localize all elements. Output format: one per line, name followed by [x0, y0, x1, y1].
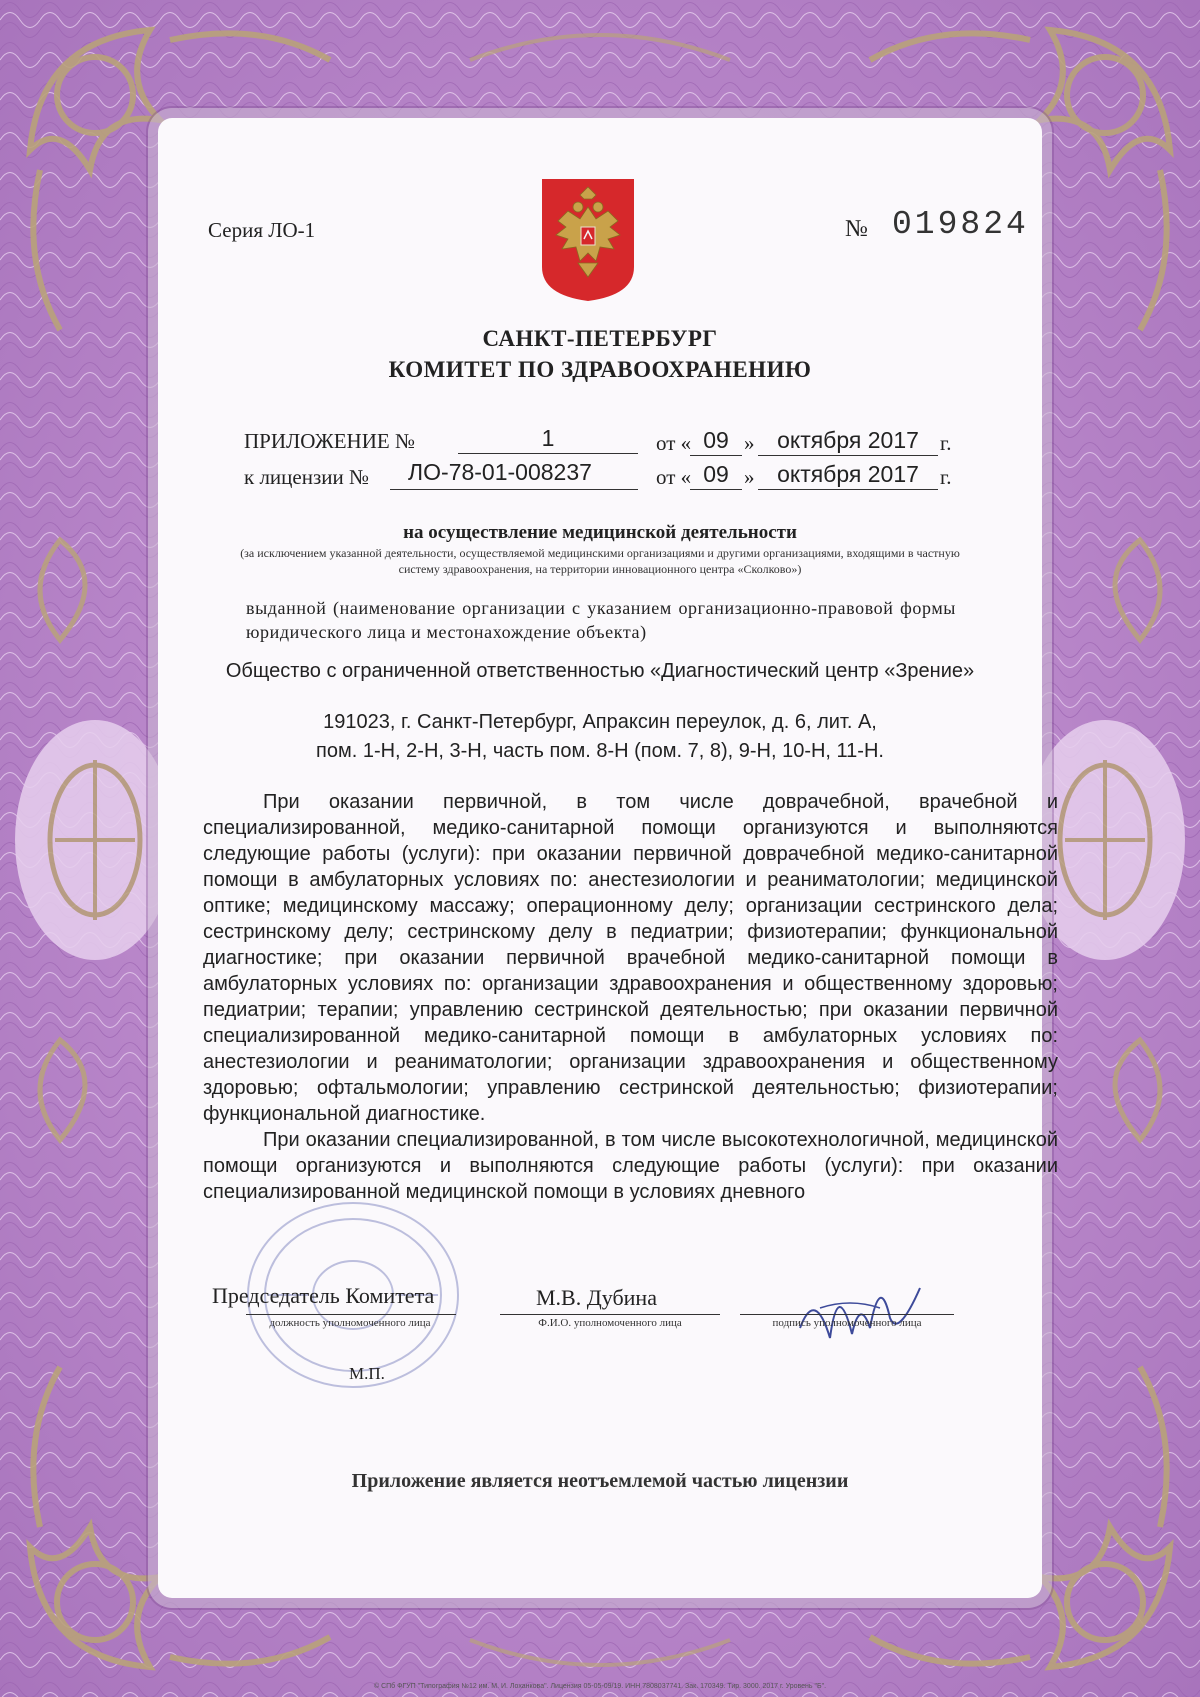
- address-line-1: 191023, г. Санкт-Петербург, Апраксин переулок, д. 6, лит. А,: [323, 711, 877, 733]
- appendix-date-suffix: г.: [940, 431, 952, 455]
- authority-city: САНКТ-ПЕТЕРБУРГ: [482, 326, 718, 351]
- appendix-day-underline: [690, 455, 742, 456]
- side-rosette-left: [15, 720, 175, 960]
- services-text: [203, 789, 1058, 1205]
- license-day-underline: [690, 489, 742, 490]
- appendix-label: ПРИЛОЖЕНИЕ №: [244, 429, 415, 453]
- stamp-place-label: М.П.: [349, 1364, 385, 1383]
- services-paragraph-2: При оказании специализированной, в том числе высокотехнологичной, медицинской помощи организуются и выполняются следующие работы (услуги): при оказании специализированной медицинской помощи в условиях дневного: [203, 1129, 1058, 1203]
- printer-imprint: © СПб ФГУП "Типография №12 им. М. И. Лоханкова". Лицензия 05-05-09/19. ИНН 7808037741. Зак. 170349. Тир. 3000. 2017 г. Уровень "Б".: [373, 1683, 827, 1690]
- activity-note: (за исключением указанной деятельности, осуществляемой медицинскими организациями и другими организациями, входящими в частную систему здравоохранения, на территории инновационного центра «Сколково»): [240, 546, 960, 576]
- signatory-position: Председатель Комитета: [212, 1283, 435, 1308]
- handwritten-signature-icon: [790, 1268, 930, 1358]
- position-underline: [246, 1314, 456, 1315]
- position-caption: должность уполномоченного лица: [269, 1317, 431, 1329]
- license-month-year: октября 2017: [777, 461, 919, 487]
- services-paragraph-1: При оказании первичной, в том числе доврачебной, врачебной и специализированной, медико-санитарной помощи организуются и выполняются следующие работы (услуги): при оказании первичной доврачебной медико-санитарной помощи в амбулаторных условиях по: анестезиологии и реаниматологии; медицинской оптике; медицинскому массажу; операционному делу; организации сестринского дела; сестринскому делу; сестринскому делу в педиатрии; физиотерапии; функциональной диагностике; при оказании первичной врачебной медико-санитарной помощи в амбулаторных условиях по: организации здравоохранения и общественному здоровью; педиатрии; терапии; управлению сестринской деятельностью; при оказании первичной специализированной медико-санитарной помощи в амбулаторных условиях по: анестезиологии и реаниматологии; организации здравоохранения и общественному здоровью; офтальмологии; управлению сестринской деятельностью; физиотерапии; функциональной диагностике.: [203, 791, 1058, 1125]
- number-sign: №: [845, 216, 868, 242]
- appendix-day: 09: [703, 427, 729, 453]
- signatory-name: М.В. Дубина: [536, 1285, 657, 1310]
- organization-name: Общество с ограниченной ответственностью «Диагностический центр «Зрение»: [225, 660, 975, 682]
- license-date-mid: »: [744, 465, 755, 489]
- license-date-prefix: от «: [656, 465, 692, 489]
- issued-to-caption: выданной (наименование организации с указанием организационно-правовой формы юридического лица и местонахождение объекта): [246, 598, 956, 642]
- license-number-underline: [390, 489, 638, 490]
- form-number: 019824: [892, 206, 1029, 243]
- authority-committee: КОМИТЕТ ПО ЗДРАВООХРАНЕНИЮ: [388, 357, 812, 382]
- appendix-number: 1: [541, 425, 555, 451]
- license-date-suffix: г.: [940, 465, 952, 489]
- appendix-date-mid: »: [744, 431, 755, 455]
- signature-underline: [740, 1314, 954, 1315]
- appendix-number-underline: [458, 453, 638, 454]
- footer-note: Приложение является неотъемлемой частью лицензии: [351, 1470, 849, 1492]
- appendix-date-prefix: от «: [656, 431, 692, 455]
- appendix-month-underline: [758, 455, 938, 456]
- coat-of-arms-icon: [540, 177, 636, 303]
- signature-caption: подпись уполномоченного лица: [772, 1317, 922, 1329]
- organization-address: [200, 708, 1000, 766]
- license-label: к лицензии №: [244, 465, 370, 489]
- appendix-month-year: октября 2017: [777, 427, 919, 453]
- license-day: 09: [703, 461, 729, 487]
- name-caption: Ф.И.О. уполномоченного лица: [538, 1317, 682, 1329]
- name-underline: [500, 1314, 720, 1315]
- activity-heading: на осуществление медицинской деятельности: [403, 522, 797, 543]
- address-line-2: пом. 1-Н, 2-Н, 3-Н, часть пом. 8-Н (пом. 7, 8), 9-Н, 10-Н, 11-Н.: [316, 740, 884, 762]
- license-number: ЛО-78-01-008237: [408, 459, 592, 485]
- license-month-underline: [758, 489, 938, 490]
- series-label: Серия ЛО-1: [208, 218, 316, 242]
